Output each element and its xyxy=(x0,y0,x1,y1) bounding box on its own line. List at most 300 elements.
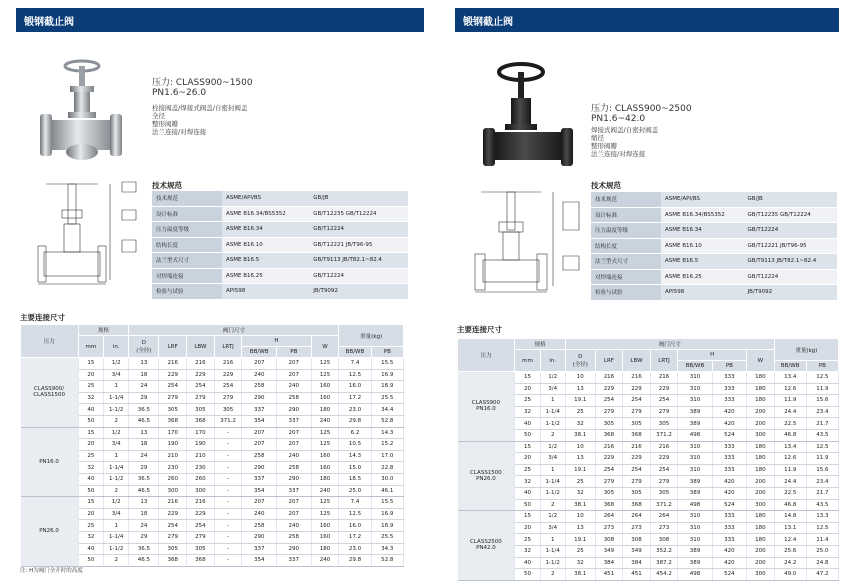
table-row xyxy=(458,464,839,476)
table-cell: 25.5 xyxy=(371,392,403,404)
table-cell: 24.4 xyxy=(774,476,806,488)
table-cell: 384 xyxy=(595,557,623,569)
table-cell: 337 xyxy=(277,485,312,497)
table-cell: 46.8 xyxy=(774,429,806,441)
table-cell: 210 xyxy=(159,450,187,462)
table-cell: 24.2 xyxy=(774,557,806,569)
table-cell: 310 xyxy=(678,534,712,546)
table-cell: 21.7 xyxy=(806,418,838,430)
table-header: mm xyxy=(515,350,540,372)
table-cell: 420 xyxy=(712,418,746,430)
table-cell: 20 xyxy=(515,522,540,534)
table-cell: 180 xyxy=(311,404,339,416)
table-cell: 15.5 xyxy=(371,358,403,370)
table-cell: 125 xyxy=(311,427,339,439)
table-cell: 300 xyxy=(747,569,775,581)
table-cell: 50 xyxy=(78,485,103,497)
table-cell: 14.8 xyxy=(774,511,806,523)
table-cell: 2 xyxy=(540,429,565,441)
table-cell: 207 xyxy=(242,497,277,509)
table-header: BB/WB xyxy=(774,361,806,372)
table-cell: 305 xyxy=(623,487,651,499)
table-cell: 308 xyxy=(623,534,651,546)
table-cell: 337 xyxy=(242,404,277,416)
table-cell: 25 xyxy=(565,406,595,418)
tech-cell: 压力温度等级 xyxy=(591,223,661,239)
right-feature: 缩径 xyxy=(591,134,604,142)
table-cell: 240 xyxy=(311,555,339,567)
table-header: LRF xyxy=(595,350,623,372)
tech-cell: API598 xyxy=(222,284,309,300)
table-cell: 50 xyxy=(78,415,103,427)
pressure-group-label: PN16.0 xyxy=(21,427,79,497)
table-cell: 20 xyxy=(78,439,103,451)
table-row xyxy=(458,499,839,511)
table-cell: 308 xyxy=(595,534,623,546)
table-cell: 180 xyxy=(311,543,339,555)
table-cell: 229 xyxy=(623,453,651,465)
tech-cell: JB/T9092 xyxy=(744,285,837,301)
table-cell: 305 xyxy=(595,487,623,499)
table-cell: 25 xyxy=(515,395,540,407)
table-cell: 32 xyxy=(78,392,103,404)
tech-cell: GB/T9113 JB/T82.1~82.4 xyxy=(309,253,408,269)
table-cell: 290 xyxy=(242,392,277,404)
table-cell: 290 xyxy=(277,543,312,555)
table-cell: 7.4 xyxy=(339,497,371,509)
table-cell: 333 xyxy=(712,534,746,546)
table-cell: 240 xyxy=(277,520,312,532)
table-cell: 337 xyxy=(242,473,277,485)
table-cell: 1/2 xyxy=(104,427,129,439)
table-cell: 279 xyxy=(650,476,678,488)
table-cell: 260 xyxy=(159,473,187,485)
table-cell: 254 xyxy=(159,520,187,532)
table-row xyxy=(21,381,404,393)
table-cell: 22.5 xyxy=(774,487,806,499)
table-cell: 279 xyxy=(187,392,215,404)
table-row xyxy=(458,441,839,453)
table-cell: 1/2 xyxy=(540,372,565,384)
table-cell: 180 xyxy=(747,511,775,523)
table-cell: 24 xyxy=(129,450,159,462)
table-cell: 3/4 xyxy=(540,453,565,465)
table-cell: 25 xyxy=(515,534,540,546)
tech-cell: 技术规范 xyxy=(591,192,661,207)
table-cell: 10.5 xyxy=(339,439,371,451)
table-cell: 333 xyxy=(712,395,746,407)
table-cell: 1/2 xyxy=(104,497,129,509)
table-cell: 40 xyxy=(78,473,103,485)
table-cell: 20 xyxy=(78,508,103,520)
table-cell: 2 xyxy=(540,499,565,511)
table-header: H xyxy=(678,350,747,361)
left-pressure-class: 压力: CLASS900~1500 xyxy=(152,78,253,88)
table-row xyxy=(458,487,839,499)
table-cell: 349 xyxy=(623,545,651,557)
right-feature: 整形阀瓣 xyxy=(591,142,617,150)
table-cell: 389 xyxy=(678,487,712,499)
table-cell: 290 xyxy=(277,473,312,485)
table-cell: 305 xyxy=(187,543,215,555)
table-cell: 46.5 xyxy=(129,555,159,567)
table-cell: 352.2 xyxy=(650,545,678,557)
table-header: BB/WB xyxy=(678,361,712,372)
table-cell: 258 xyxy=(242,450,277,462)
table-row xyxy=(21,555,404,567)
table-cell: 254 xyxy=(595,464,623,476)
left-footnote: 注: H为阀门全开时的高度 xyxy=(20,568,83,574)
table-header: BB/WB xyxy=(339,347,371,358)
table-cell: - xyxy=(214,508,242,520)
d-label: D xyxy=(578,353,583,360)
table-cell: 279 xyxy=(623,476,651,488)
table-cell: 25.0 xyxy=(806,545,838,557)
table-cell: 240 xyxy=(311,415,339,427)
table-cell: 305 xyxy=(187,404,215,416)
table-cell: 19.1 xyxy=(565,395,595,407)
table-cell: 29 xyxy=(129,462,159,474)
table-cell: 229 xyxy=(650,453,678,465)
right-title: 锻钢截止阀 xyxy=(463,17,513,28)
table-cell: 368 xyxy=(159,555,187,567)
tech-cell: GB/T12235 GB/T12224 xyxy=(744,207,837,223)
table-cell: 50 xyxy=(515,569,540,581)
table-cell: 16.9 xyxy=(371,508,403,520)
table-cell: 23.0 xyxy=(339,404,371,416)
tech-cell: 对焊端连接 xyxy=(152,268,222,284)
table-cell: 368 xyxy=(623,499,651,511)
table-cell: 3/4 xyxy=(104,369,129,381)
table-cell: 230 xyxy=(159,462,187,474)
table-cell: 11.9 xyxy=(774,395,806,407)
table-cell: 200 xyxy=(747,545,775,557)
table-cell: 337 xyxy=(242,543,277,555)
tech-cell: ASME B16.34/BS5352 xyxy=(661,207,744,223)
table-cell: 46.8 xyxy=(774,499,806,511)
table-header: 重量(kg) xyxy=(339,325,404,347)
tech-cell: ASME B16.10 xyxy=(222,237,309,253)
table-row xyxy=(458,383,839,395)
table-cell: 13 xyxy=(129,497,159,509)
table-header: PB xyxy=(371,347,403,358)
table-cell: 125 xyxy=(311,439,339,451)
table-cell: 125 xyxy=(311,369,339,381)
table-cell: 310 xyxy=(678,464,712,476)
tech-cell: ASME B16.34 xyxy=(222,222,309,238)
table-cell: 40 xyxy=(78,543,103,555)
table-cell: - xyxy=(214,520,242,532)
table-cell: 279 xyxy=(650,406,678,418)
table-cell: 1-1/2 xyxy=(540,418,565,430)
table-cell: 279 xyxy=(595,406,623,418)
table-cell: 371.2 xyxy=(214,415,242,427)
tech-cell: GB/JB xyxy=(744,192,837,207)
table-cell: 15.0 xyxy=(339,462,371,474)
table-cell: 12.5 xyxy=(806,522,838,534)
table-cell: 279 xyxy=(623,406,651,418)
table-cell: 50 xyxy=(78,555,103,567)
table-cell: 300 xyxy=(187,485,215,497)
table-cell: 12.5 xyxy=(339,508,371,520)
table-row xyxy=(458,372,839,384)
tech-cell: 设计标准 xyxy=(591,207,661,223)
left-feature: 栓接阀盖/焊接式阀盖/自密封阀盖 xyxy=(152,104,248,112)
table-cell: 13 xyxy=(565,453,595,465)
table-row xyxy=(458,453,839,465)
table-cell: 229 xyxy=(595,383,623,395)
table-cell: 18.9 xyxy=(371,381,403,393)
d-sub-label: (全径) xyxy=(572,361,588,368)
table-header xyxy=(565,350,595,372)
table-cell: 15 xyxy=(78,497,103,509)
table-cell: 200 xyxy=(747,476,775,488)
table-cell: 11.9 xyxy=(806,383,838,395)
left-tech-title: 技术规范 xyxy=(152,181,182,190)
table-cell: - xyxy=(214,450,242,462)
table-cell: 451 xyxy=(623,569,651,581)
table-header: LBW xyxy=(187,336,215,358)
table-cell: 371.2 xyxy=(650,499,678,511)
right-dims-title: 主要连接尺寸 xyxy=(457,325,502,334)
table-header: W xyxy=(311,336,339,358)
table-cell: 310 xyxy=(678,522,712,534)
tech-row xyxy=(152,253,408,269)
table-row xyxy=(458,545,839,557)
table-cell: 1/2 xyxy=(104,358,129,370)
tech-cell: API598 xyxy=(661,285,744,301)
table-cell: 279 xyxy=(159,531,187,543)
tech-row xyxy=(152,237,408,253)
table-cell: 180 xyxy=(747,453,775,465)
table-cell: 290 xyxy=(242,531,277,543)
d-label: D xyxy=(141,339,147,346)
table-cell: 12.4 xyxy=(774,534,806,546)
table-cell: 216 xyxy=(187,358,215,370)
table-cell: 15 xyxy=(515,372,540,384)
table-row xyxy=(21,543,404,555)
table-cell: 333 xyxy=(712,522,746,534)
table-cell: 420 xyxy=(712,406,746,418)
table-header: 阀门尺寸 xyxy=(129,325,339,336)
table-cell: 254 xyxy=(650,464,678,476)
table-header: 压力 xyxy=(458,339,515,372)
table-cell: 229 xyxy=(187,369,215,381)
table-cell: 32 xyxy=(515,545,540,557)
table-cell: 254 xyxy=(159,381,187,393)
table-cell: 25 xyxy=(565,476,595,488)
table-cell: 1 xyxy=(104,381,129,393)
left-title: 锻钢截止阀 xyxy=(24,17,74,28)
table-cell: 13.4 xyxy=(774,372,806,384)
table-cell: 32 xyxy=(565,487,595,499)
table-cell: 1 xyxy=(104,450,129,462)
table-cell: 12.6 xyxy=(774,453,806,465)
table-cell: 207 xyxy=(277,369,312,381)
table-row xyxy=(458,522,839,534)
table-header xyxy=(129,336,159,358)
table-cell: 190 xyxy=(159,439,187,451)
tech-row xyxy=(591,207,837,223)
table-cell: 15 xyxy=(515,441,540,453)
table-cell: 180 xyxy=(747,383,775,395)
table-cell: 160 xyxy=(311,520,339,532)
right-feature: 法兰连接/对焊连接 xyxy=(591,150,646,158)
tech-cell: 结构长度 xyxy=(152,237,222,253)
table-cell: 333 xyxy=(712,372,746,384)
table-cell: 368 xyxy=(623,429,651,441)
table-cell: 14.3 xyxy=(371,427,403,439)
table-cell: 333 xyxy=(712,464,746,476)
table-cell: 10 xyxy=(565,441,595,453)
table-cell: 38.1 xyxy=(565,429,595,441)
table-cell: 32 xyxy=(78,462,103,474)
table-cell: 17.0 xyxy=(371,450,403,462)
table-cell: 2 xyxy=(104,555,129,567)
pressure-group-label: CLASS2500 PN42.0 xyxy=(458,511,515,581)
table-cell: 6.2 xyxy=(339,427,371,439)
table-cell: 310 xyxy=(678,383,712,395)
table-cell: 258 xyxy=(277,531,312,543)
table-cell: 180 xyxy=(747,372,775,384)
table-cell: 254 xyxy=(187,520,215,532)
table-cell: 258 xyxy=(242,520,277,532)
table-cell: 15.5 xyxy=(371,497,403,509)
table-cell: 18 xyxy=(129,369,159,381)
table-cell: 13.4 xyxy=(774,441,806,453)
table-cell: 254 xyxy=(595,395,623,407)
tech-cell: ASME B16.34/BS5352 xyxy=(222,206,309,222)
table-cell: 258 xyxy=(277,462,312,474)
table-row xyxy=(21,358,404,370)
table-cell: 15.6 xyxy=(806,395,838,407)
table-row xyxy=(458,511,839,523)
tech-cell: GB/T12224 xyxy=(309,268,408,284)
table-cell: 13 xyxy=(129,427,159,439)
tech-cell: GB/T12224 xyxy=(744,223,837,239)
table-cell: 125 xyxy=(311,497,339,509)
table-cell: 1-1/2 xyxy=(104,473,129,485)
pressure-group-label: CLASS1500 PN26.0 xyxy=(458,441,515,511)
pressure-group-label: CLASS900/ CLASS1500 xyxy=(21,358,79,428)
table-cell: 368 xyxy=(187,415,215,427)
table-header: H xyxy=(242,336,311,347)
table-cell: 190 xyxy=(187,439,215,451)
left-feature: 整形阀瓣 xyxy=(152,120,178,128)
left-dims-title: 主要连接尺寸 xyxy=(20,313,65,322)
table-cell: 20 xyxy=(515,453,540,465)
table-header: W xyxy=(747,350,775,372)
tech-row xyxy=(591,223,837,239)
table-header: LRTJ xyxy=(650,350,678,372)
table-cell: 38.1 xyxy=(565,499,595,511)
table-cell: 24 xyxy=(129,520,159,532)
tech-cell: ASME B16.25 xyxy=(661,269,744,285)
table-cell: 1-1/4 xyxy=(540,545,565,557)
table-cell: 25.0 xyxy=(339,485,371,497)
tech-cell: GB/T9113 JB/T82.1~82.4 xyxy=(744,254,837,270)
table-cell: 180 xyxy=(311,473,339,485)
table-cell: 16.9 xyxy=(371,369,403,381)
tech-cell: GB/JB xyxy=(309,191,408,206)
table-cell: 170 xyxy=(159,427,187,439)
table-cell: 1-1/4 xyxy=(104,392,129,404)
table-row xyxy=(21,497,404,509)
right-valve-drawing xyxy=(465,186,583,296)
table-cell: - xyxy=(214,439,242,451)
table-header: BB/WB xyxy=(242,347,277,358)
table-cell: 25 xyxy=(78,520,103,532)
tech-cell: 检验与试验 xyxy=(152,284,222,300)
table-cell: 216 xyxy=(623,372,651,384)
table-cell: 3/4 xyxy=(540,383,565,395)
tech-row xyxy=(591,269,837,285)
table-cell: 16.0 xyxy=(339,520,371,532)
table-cell: 310 xyxy=(678,441,712,453)
tech-cell: 检验与试验 xyxy=(591,285,661,301)
table-cell: 38.1 xyxy=(565,569,595,581)
table-header: 重量(kg) xyxy=(774,339,838,361)
table-cell: 18.9 xyxy=(371,520,403,532)
tech-row xyxy=(152,191,408,206)
table-cell: - xyxy=(214,555,242,567)
table-cell: 13.3 xyxy=(806,511,838,523)
table-cell: 216 xyxy=(623,441,651,453)
table-cell: 12.5 xyxy=(339,369,371,381)
table-cell: 258 xyxy=(242,381,277,393)
table-cell: 12.6 xyxy=(774,383,806,395)
d-sub-label: (全径) xyxy=(136,347,152,354)
table-cell: 25 xyxy=(78,381,103,393)
table-cell: 216 xyxy=(159,497,187,509)
table-row xyxy=(21,531,404,543)
table-cell: 229 xyxy=(187,508,215,520)
table-cell: 300 xyxy=(159,485,187,497)
table-cell: 20 xyxy=(78,369,103,381)
table-cell: 279 xyxy=(187,531,215,543)
table-row xyxy=(458,406,839,418)
tech-cell: JB/T9092 xyxy=(309,284,408,300)
table-header: PB xyxy=(712,361,746,372)
table-cell: 52.8 xyxy=(371,415,403,427)
table-cell: 22.5 xyxy=(774,418,806,430)
table-cell: 207 xyxy=(277,508,312,520)
table-cell: 279 xyxy=(595,476,623,488)
table-cell: 229 xyxy=(650,383,678,395)
table-cell: 229 xyxy=(214,369,242,381)
table-cell: 180 xyxy=(747,441,775,453)
table-cell: 305 xyxy=(214,404,242,416)
table-cell: 40 xyxy=(515,487,540,499)
table-cell: 254 xyxy=(623,464,651,476)
table-cell: 389 xyxy=(678,557,712,569)
right-pressure-class: 压力: CLASS900~2500 xyxy=(591,104,692,114)
table-cell: 25 xyxy=(515,464,540,476)
table-cell: 46.5 xyxy=(129,485,159,497)
table-cell: 32 xyxy=(78,531,103,543)
table-cell: 207 xyxy=(242,427,277,439)
table-cell: 23.4 xyxy=(806,406,838,418)
table-cell: 3/4 xyxy=(540,522,565,534)
table-cell: 290 xyxy=(242,462,277,474)
table-cell: 1 xyxy=(104,520,129,532)
table-cell: 1 xyxy=(540,395,565,407)
right-valve-photo xyxy=(481,58,581,176)
tech-cell: ASME B16.10 xyxy=(661,238,744,254)
table-cell: 36.5 xyxy=(129,473,159,485)
tech-cell: GB/T12224 xyxy=(309,222,408,238)
table-cell: 1-1/2 xyxy=(540,557,565,569)
